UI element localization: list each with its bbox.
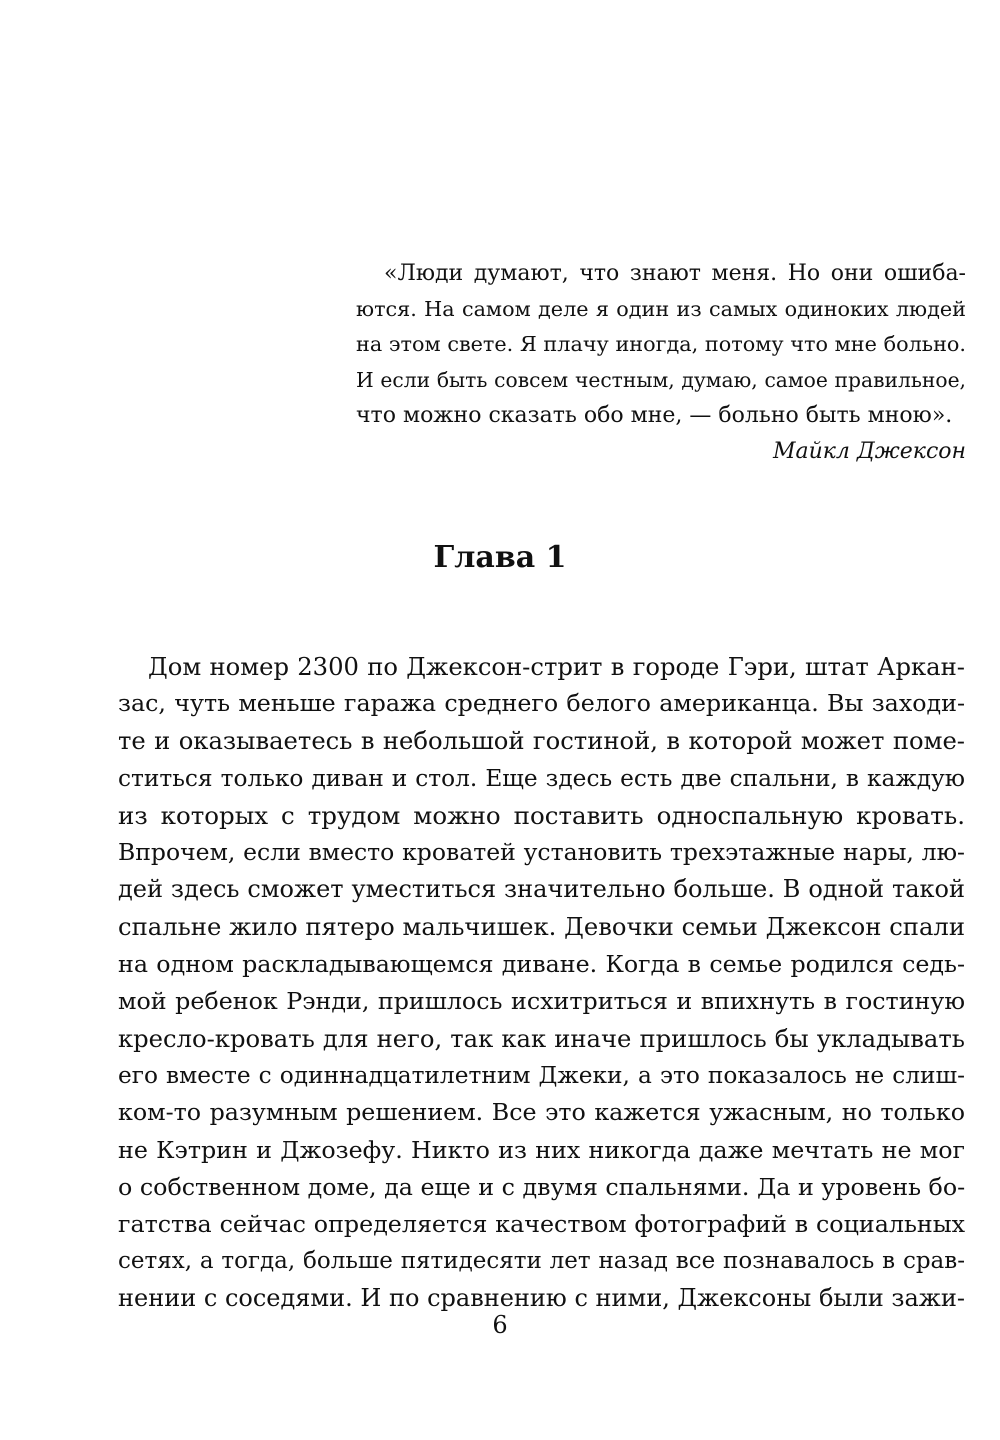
body-line: те и оказываетесь в небольшой гостиной, в которой может поме- (118, 726, 965, 756)
body-line: из которых с трудом можно поставить односпальную кровать. (118, 800, 965, 830)
page-number: 6 (492, 1311, 508, 1339)
body-line: ком-то разумным решением. Все это кажется ужасным, но только (118, 1098, 965, 1127)
body-line: его вместе с одиннадцатилетним Джеки, а это показалось не слиш- (118, 1062, 965, 1090)
body-line: кресло-кровать для него, так как иначе пришлось бы укладывать (118, 1024, 965, 1054)
body-line: сетях, а тогда, больше пятидесяти лет назад все познавалось в срав- (118, 1248, 965, 1275)
epigraph-author: Майкл Джексон (772, 438, 966, 464)
body-line: на одном раскладывающемся диване. Когда в семье родился седь- (118, 949, 965, 978)
body-line: гатства сейчас определяется качеством фотографий в социальных (118, 1210, 965, 1239)
chapter-title: Глава 1 (433, 540, 567, 575)
epigraph (356, 256, 966, 469)
body-line: мой ребенок Рэнди, пришлось исхитриться и впихнуть в гостиную (118, 986, 965, 1015)
body-text (118, 648, 965, 1318)
body-line: не Кэтрин и Джозефу. Никто из них никогда даже мечтать не мог (118, 1135, 965, 1164)
body-line: зас, чуть меньше гаража среднего белого американца. Вы заходи- (118, 689, 965, 718)
body-line: ститься только диван и стол. Еще здесь есть две спальни, в каждую (118, 764, 965, 792)
epigraph-line: на этом свете. Я плачу иногда, потому что мне больно. (356, 332, 966, 356)
body-line: о собственном доме, да еще и с двумя спальнями. Да и уровень бо- (118, 1172, 966, 1201)
body-line: Дом номер 2300 по Джексон-стрит в городе Гэри, штат Аркан- (148, 652, 965, 681)
body-line: дей здесь сможет уместиться значительно больше. В одной такой (118, 875, 965, 904)
epigraph-line: «Люди думают, что знают меня. Но они ошиба- (384, 261, 966, 286)
epigraph-line: И если быть совсем честным, думаю, самое правильное, (356, 367, 966, 392)
body-line: спальне жило пятеро мальчишек. Девочки семьи Джексон спали (118, 912, 965, 942)
epigraph-line: что можно сказать обо мне, — больно быть мною». (356, 403, 953, 428)
epigraph-line: ются. На самом деле я один из самых одиноких людей (356, 296, 966, 321)
body-line: Впрочем, если вместо кроватей установить трехэтажные нары, лю- (118, 838, 965, 867)
body-line: нении с соседями. И по сравнению с ними, Джексоны были зажи- (118, 1284, 965, 1313)
